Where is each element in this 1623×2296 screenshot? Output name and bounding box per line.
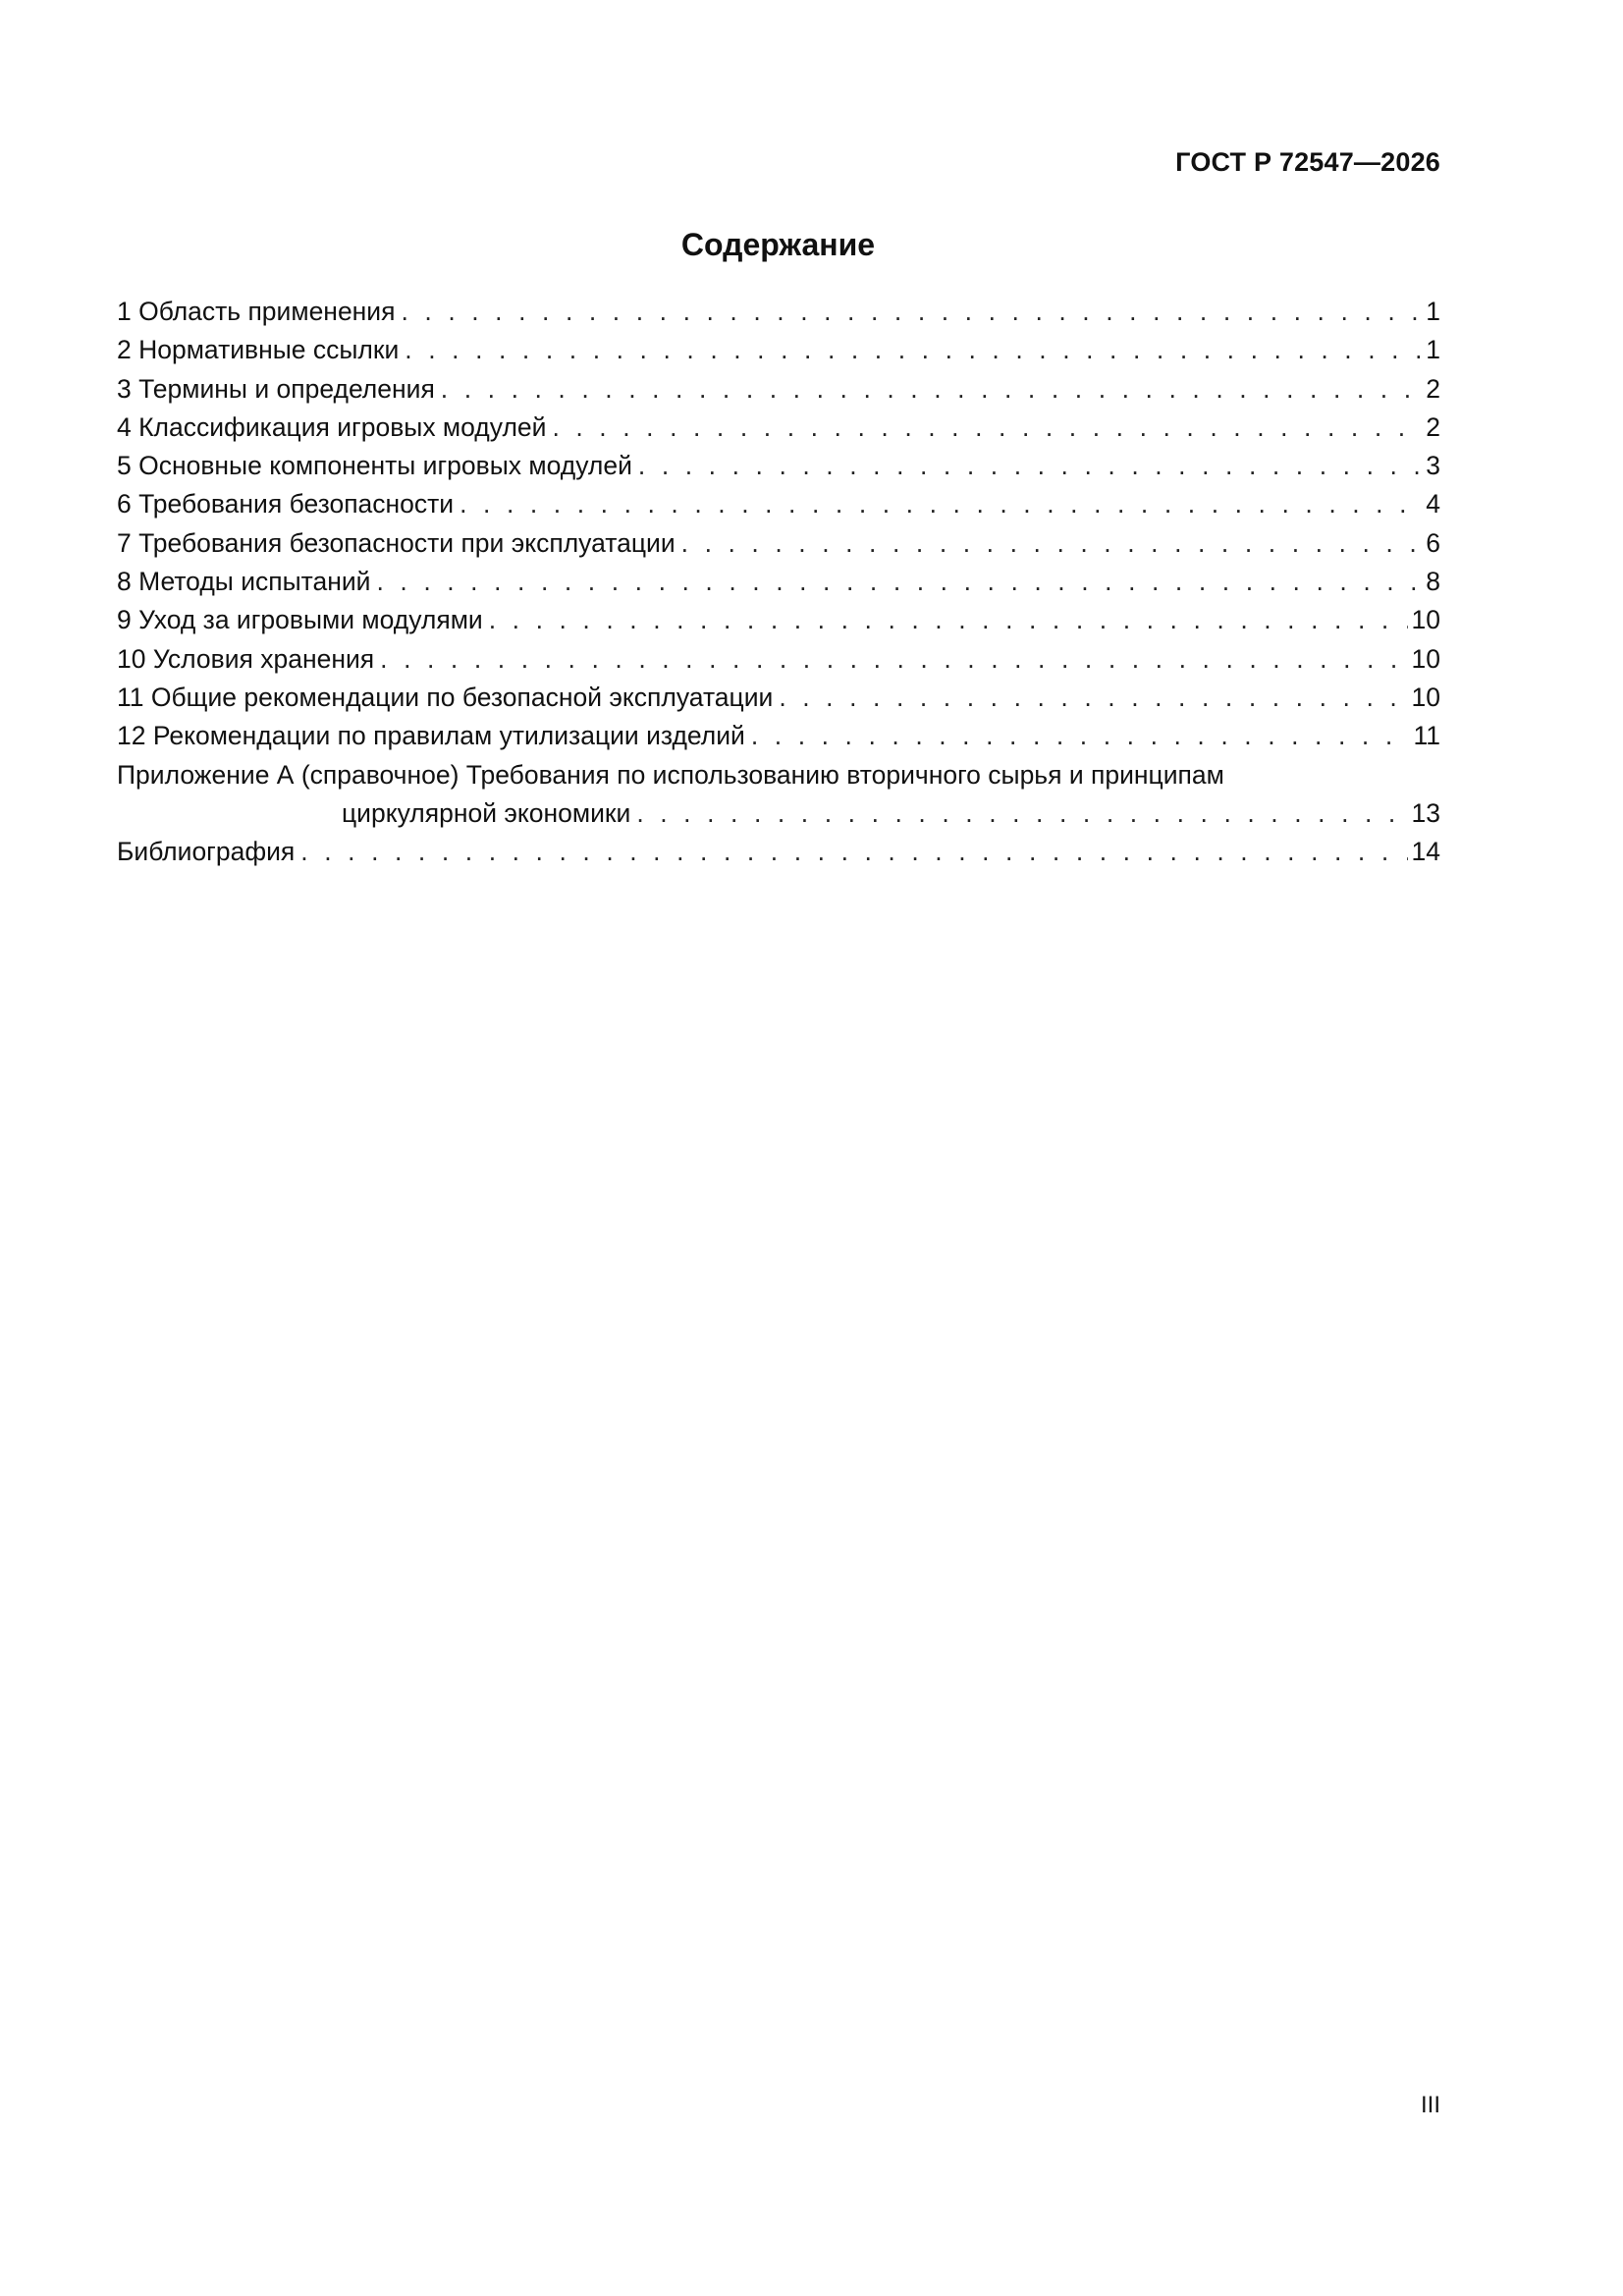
toc-entry-page: 10 <box>1411 605 1440 635</box>
toc-entry-page: 1 <box>1426 335 1440 365</box>
document-code: ГОСТ Р 72547—2026 <box>1175 147 1440 177</box>
toc-entry-page: 11 <box>1413 721 1440 751</box>
toc-entry-page: 14 <box>1411 837 1440 867</box>
toc-entry-label: 9 Уход за игровыми модулями <box>117 605 483 635</box>
dot-leader <box>489 601 1408 639</box>
table-of-contents <box>117 293 1440 871</box>
toc-entry-label: 10 Условия хранения <box>117 643 375 674</box>
dot-leader <box>681 524 1423 563</box>
toc-entry-page: 10 <box>1411 643 1440 674</box>
toc-entry-3[interactable] <box>117 370 1440 409</box>
toc-annex-label: Приложение А (справочное) Требования по использованию вторичного сырья и принципам <box>117 759 1224 790</box>
toc-entry-label: 11 Общие рекомендации по безопасной эксплуатации <box>117 682 774 712</box>
toc-entry-page: 10 <box>1411 682 1440 712</box>
toc-entry-page: 3 <box>1426 451 1440 481</box>
toc-entry-11[interactable] <box>117 679 1440 717</box>
toc-entry-label: 7 Требования безопасности при эксплуатации <box>117 527 676 558</box>
toc-entry-label: 1 Область применения <box>117 297 396 326</box>
toc-entry-label: Библиография <box>117 837 296 867</box>
toc-entry-label: 12 Рекомендации по правилам утилизации изделий <box>117 721 745 751</box>
toc-entry-label: 2 Нормативные ссылки <box>117 335 400 365</box>
toc-entry-10[interactable] <box>117 640 1440 679</box>
toc-entry-label: 3 Термины и определения <box>117 373 435 404</box>
toc-entry-page: 8 <box>1426 567 1440 597</box>
toc-entry-8[interactable] <box>117 563 1440 601</box>
dot-leader <box>300 833 1407 871</box>
toc-entry-9[interactable] <box>117 601 1440 639</box>
page-title: Содержание <box>680 227 876 262</box>
toc-annex-continuation[interactable] <box>117 794 1440 833</box>
dot-leader <box>638 447 1422 485</box>
toc-entry-page: 2 <box>1426 373 1440 404</box>
toc-entry-bibliography[interactable] <box>117 833 1440 871</box>
toc-entry-7[interactable] <box>117 524 1440 563</box>
toc-entry-page: 13 <box>1411 797 1440 828</box>
toc-entry-page: 2 <box>1426 411 1440 442</box>
toc-entry-label: 5 Основные компоненты игровых модулей <box>117 451 632 481</box>
dot-leader <box>552 409 1422 447</box>
toc-entry-2[interactable] <box>117 331 1440 369</box>
toc-entry-6[interactable] <box>117 485 1440 523</box>
toc-entry-page: 6 <box>1426 527 1440 558</box>
page-number: III <box>1420 2092 1440 2118</box>
dot-leader <box>779 679 1407 717</box>
toc-entry-12[interactable] <box>117 717 1440 755</box>
toc-entry-page: 4 <box>1426 489 1440 519</box>
dot-leader <box>636 794 1407 833</box>
toc-annex-label-continued: циркулярной экономики <box>342 797 631 828</box>
dot-leader <box>441 370 1422 409</box>
toc-entry-label: 6 Требования безопасности <box>117 489 455 519</box>
dot-leader <box>380 640 1407 679</box>
toc-entry-label: 4 Классификация игровых модулей <box>117 411 547 442</box>
toc-entry-4[interactable] <box>117 409 1440 447</box>
toc-entry-page: 1 <box>1426 297 1440 326</box>
dot-leader <box>460 485 1422 523</box>
toc-entry-5[interactable] <box>117 447 1440 485</box>
toc-annex-heading[interactable] <box>117 756 1440 794</box>
toc-entry-1[interactable] <box>117 293 1440 331</box>
dot-leader <box>751 717 1410 755</box>
toc-entry-label: 8 Методы испытаний <box>117 567 371 597</box>
dot-leader <box>405 331 1422 369</box>
dot-leader <box>401 293 1422 331</box>
dot-leader <box>376 563 1422 601</box>
